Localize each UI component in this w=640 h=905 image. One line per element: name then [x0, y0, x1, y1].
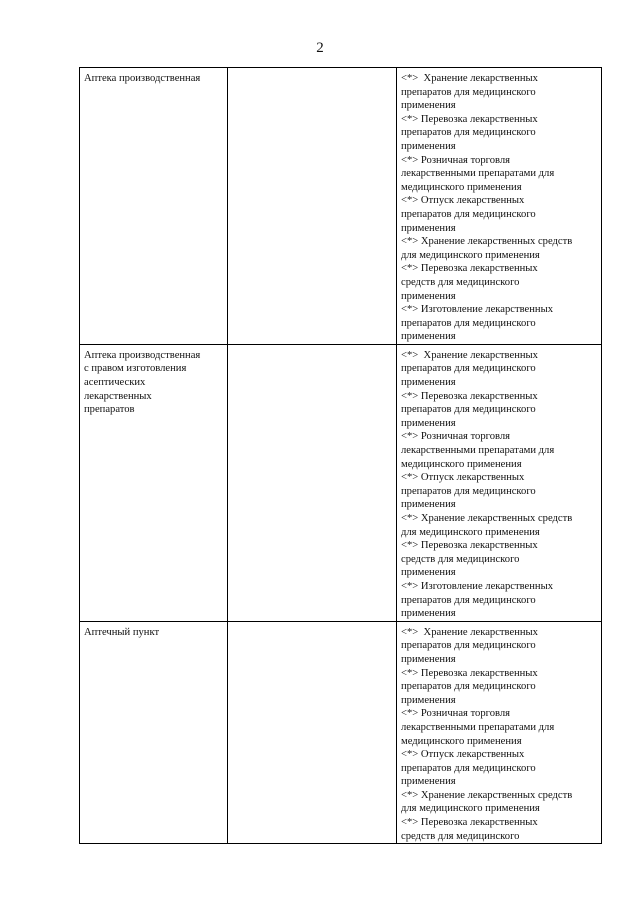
empty-cell	[228, 621, 397, 844]
activity-item: <*> Перевозка лекарственных средств для медицинского применения	[401, 263, 538, 302]
organization-type-label: Аптека производственная с правом изготовления асептических лекарственных препаратов	[84, 349, 201, 416]
activities-cell	[397, 621, 602, 844]
activities-cell	[397, 344, 602, 621]
activity-item: <*> Хранение лекарственных средств для медицинского применения	[401, 236, 573, 261]
activity-item: <*> Отпуск лекарственных препаратов для медицинского применения	[401, 472, 536, 511]
organization-type-cell	[80, 344, 228, 621]
activity-item: <*> Отпуск лекарственных препаратов для медицинского применения	[401, 195, 536, 234]
activity-item: <*> Перевозка лекарственных средств для медицинского применения	[401, 540, 538, 579]
activity-item: <*> Отпуск лекарственных препаратов для медицинского применения	[401, 749, 536, 788]
activity-item: <*> Розничная торговля лекарственными препаратами для медицинского применения	[401, 431, 555, 470]
organization-type-cell	[80, 621, 228, 844]
activity-item: <*> Хранение лекарственных препаратов для медицинского применения	[401, 73, 538, 112]
activity-item: <*> Хранение лекарственных препаратов для медицинского применения	[401, 626, 538, 665]
organization-type-label: Аптека производственная	[84, 73, 201, 84]
table-row	[80, 68, 602, 345]
activities-cell	[397, 68, 602, 345]
activity-item: <*> Хранение лекарственных средств для медицинского применения	[401, 789, 573, 815]
empty-cell	[228, 68, 397, 345]
activity-item: <*> Перевозка лекарственных препаратов для медицинского применения	[401, 390, 538, 429]
activity-item: <*> Розничная торговля лекарственными препаратами для медицинского применения	[401, 154, 555, 193]
activity-item: <*> Хранение лекарственных препаратов для медицинского применения	[401, 349, 538, 389]
activity-item: <*> Перевозка лекарственных средств для медицинского	[401, 817, 538, 842]
page-number: 2	[316, 40, 324, 56]
activity-item: <*> Хранение лекарственных средств для медицинского применения	[401, 513, 573, 538]
organization-type-cell	[80, 68, 228, 345]
organization-type-label: Аптечный пункт	[84, 626, 160, 638]
activity-item: <*> Изготовление лекарственных препаратов для медицинского применения	[401, 304, 553, 343]
table-row	[80, 621, 602, 844]
empty-cell	[228, 344, 397, 621]
table-row	[80, 344, 602, 621]
activity-item: <*> Розничная торговля лекарственными препаратами для медицинского применения	[401, 708, 555, 747]
organization-activities-table	[79, 67, 602, 844]
activity-item: <*> Перевозка лекарственных препаратов для медицинского применения	[401, 113, 538, 152]
activity-item: <*> Изготовление лекарственных препаратов для медицинского применения	[401, 580, 553, 620]
activity-item: <*> Перевозка лекарственных препаратов для медицинского применения	[401, 667, 538, 706]
